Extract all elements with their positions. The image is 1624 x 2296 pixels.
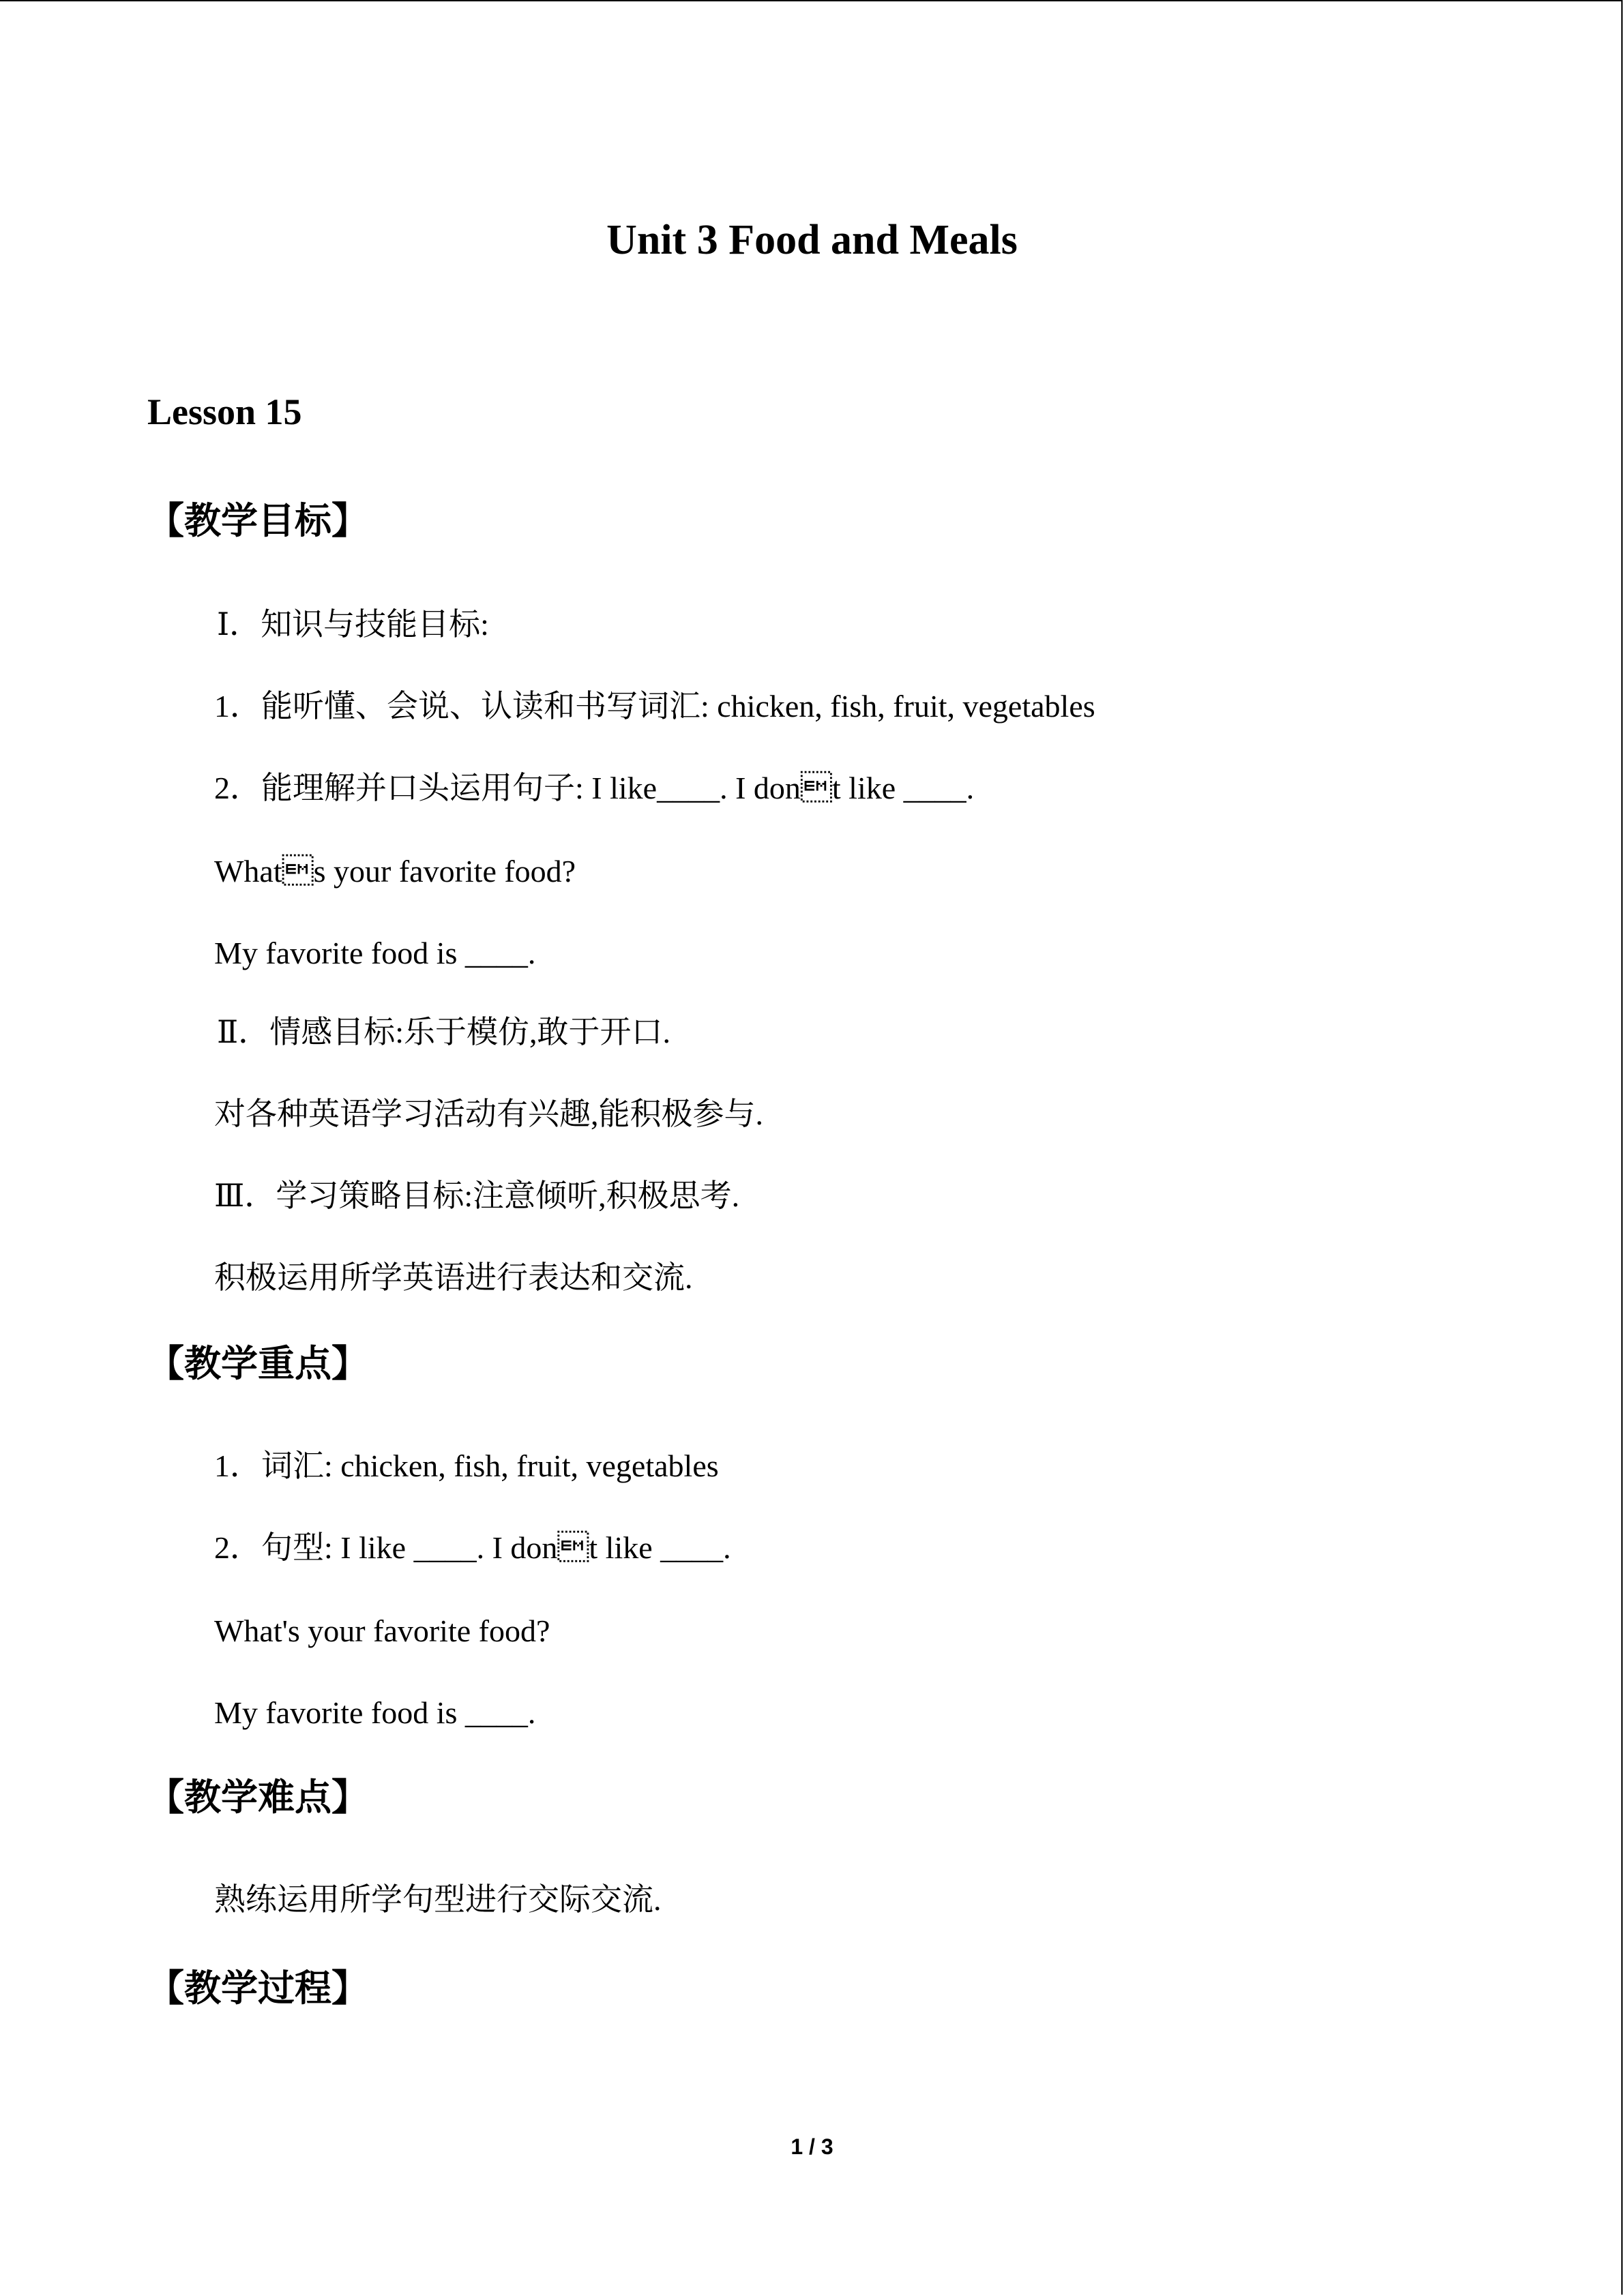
objective-line: 1．能听懂、会说、认读和书写词汇: chicken, fish, fruit, vegetables [214, 689, 1095, 724]
key-point-line: My favorite food is ____. [214, 1695, 536, 1730]
key-point-line: What's your favorite food? [214, 1613, 550, 1648]
objective-line: 积极运用所学英语进行表达和交流. [214, 1260, 693, 1295]
difficulty-line: 熟练运用所学句型进行交际交流. [214, 1882, 662, 1917]
key-point-line: 1．词汇: chicken, fish, fruit, vegetables [214, 1448, 719, 1483]
objective-line: 对各种英语学习活动有兴趣,能积极参与. [214, 1097, 763, 1131]
objective-line: Whats your favorite food? [214, 854, 576, 889]
process-heading: 【教学过程】 [147, 1967, 368, 2010]
document-title: Unit 3 Food and Meals [606, 217, 1018, 263]
objectives-heading: 【教学目标】 [147, 499, 368, 542]
objective-line: Ⅱ．情感目标:乐于模仿,敢于开口. [217, 1015, 671, 1049]
key-point-line: 2．句型: I like ____. I dont like ____. [214, 1530, 731, 1565]
lesson-heading: Lesson 15 [147, 391, 302, 432]
difficulties-heading: 【教学难点】 [147, 1776, 368, 1819]
objective-line: My favorite food is ____. [214, 936, 536, 970]
objective-line: Ⅲ．学习策略目标:注意倾听,积极思考. [214, 1178, 740, 1213]
page-number: 1 / 3 [791, 2134, 833, 2159]
key-points-heading: 【教学重点】 [147, 1342, 368, 1385]
objective-line: Ⅰ．知识与技能目标: [217, 607, 489, 642]
objective-line: 2．能理解并口头运用句子: I like____. I dont like ____. [214, 771, 975, 805]
